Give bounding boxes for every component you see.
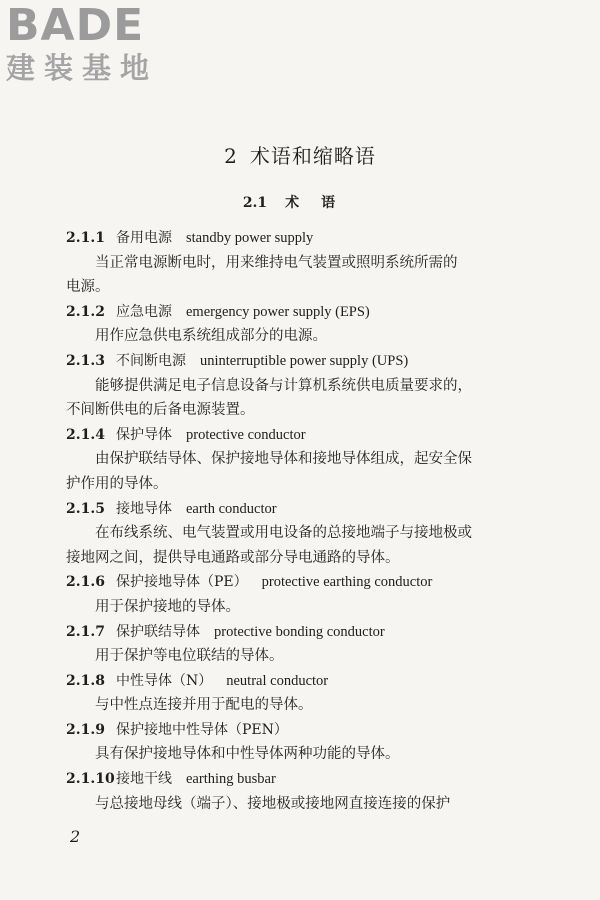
term-heading — [66, 226, 536, 251]
term-number: 2.1.3 — [66, 352, 105, 369]
term-english: earthing busbar — [186, 771, 276, 788]
term-definition-line: 护作用的导体。 — [66, 475, 168, 492]
term-number: 2.1.1 — [66, 230, 105, 246]
term-heading — [66, 767, 536, 792]
term-number: 2.1.9 — [66, 721, 105, 738]
term-english: protective earthing conductor — [261, 574, 433, 591]
term-definition-line: 具有保护接地导体和中性导体两种功能的导体。 — [95, 746, 400, 763]
term-english: uninterruptible power supply (UPS) — [200, 352, 409, 369]
term-definition-line: 能够提供满足电子信息设备与计算机系统供电质量要求的， — [95, 377, 472, 394]
term-definition-line: 用于保护等电位联结的导体。 — [95, 648, 284, 665]
term-english: standby power supply — [186, 230, 314, 246]
term-english: earth conductor — [186, 500, 277, 517]
term-chinese: 应急电源 — [116, 303, 172, 320]
term-english: protective bonding conductor — [214, 623, 385, 640]
term-heading — [66, 669, 536, 694]
term-chinese: 备用电源 — [116, 230, 172, 246]
logo-subtitle: 建装基地 — [6, 51, 159, 85]
term-number: 2.1.8 — [66, 672, 105, 689]
chapter-title — [0, 140, 600, 169]
bade-logo — [6, 0, 159, 85]
term-number: 2.1.5 — [66, 500, 105, 517]
term-number: 2.1.2 — [66, 303, 105, 320]
term-number: 2.1.10 — [66, 771, 115, 788]
term-definition-line: 与总接地母线（端子）、接地极或接地网直接连接的保护 — [95, 795, 451, 812]
logo-wordmark: BADE — [6, 0, 145, 51]
term-definition-line: 由保护联结导体、保护接地导体和接地导体组成，起安全保 — [95, 451, 472, 468]
section-title — [0, 192, 600, 212]
term-chinese: 接地干线 — [116, 771, 172, 788]
term-definition-line: 在布线系统、电气装置或用电设备的总接地端子与接地极或 — [95, 525, 472, 542]
term-definition-line: 用于保护接地的导体。 — [95, 598, 240, 615]
term-heading — [66, 718, 536, 743]
term-chinese: 接地导体 — [116, 500, 172, 517]
term-entries — [66, 226, 536, 816]
term-number: 2.1.6 — [66, 574, 105, 591]
term-definition-line: 当正常电源断电时，用来维持电气装置或照明系统所需的 — [95, 254, 458, 271]
page-number: 2 — [70, 827, 81, 846]
term-heading — [66, 349, 536, 374]
term-chinese: 中性导体（N） — [116, 672, 213, 689]
term-definition-line: 接地网之间，提供导电通路或部分导电通路的导体。 — [66, 549, 400, 566]
term-chinese: 保护接地中性导体（PEN） — [116, 721, 288, 738]
term-number: 2.1.7 — [66, 623, 105, 640]
term-english: neutral conductor — [226, 672, 329, 689]
term-chinese: 保护联结导体 — [116, 623, 200, 640]
term-chinese: 保护接地导体（PE） — [116, 574, 248, 591]
term-heading — [66, 423, 536, 448]
term-heading — [66, 570, 536, 595]
term-chinese: 保护导体 — [116, 426, 172, 443]
term-english: protective conductor — [186, 426, 306, 443]
term-definition-line: 用作应急供电系统组成部分的电源。 — [95, 328, 327, 345]
section-number: 2.1 — [242, 195, 268, 211]
chapter-name: 术语和缩略语 — [249, 144, 376, 168]
term-definition-line: 与中性点连接并用于配电的导体。 — [95, 697, 313, 714]
term-definition-line: 电源。 — [66, 279, 110, 296]
term-heading — [66, 620, 536, 645]
term-heading — [66, 300, 536, 325]
chapter-number: 2 — [224, 144, 238, 168]
term-chinese: 不间断电源 — [116, 352, 186, 369]
section-name: 术语 — [285, 195, 358, 211]
term-number: 2.1.4 — [66, 426, 105, 443]
term-heading — [66, 497, 536, 522]
term-english: emergency power supply (EPS) — [186, 303, 370, 320]
term-definition-line: 不间断供电的后备电源装置。 — [66, 402, 255, 419]
